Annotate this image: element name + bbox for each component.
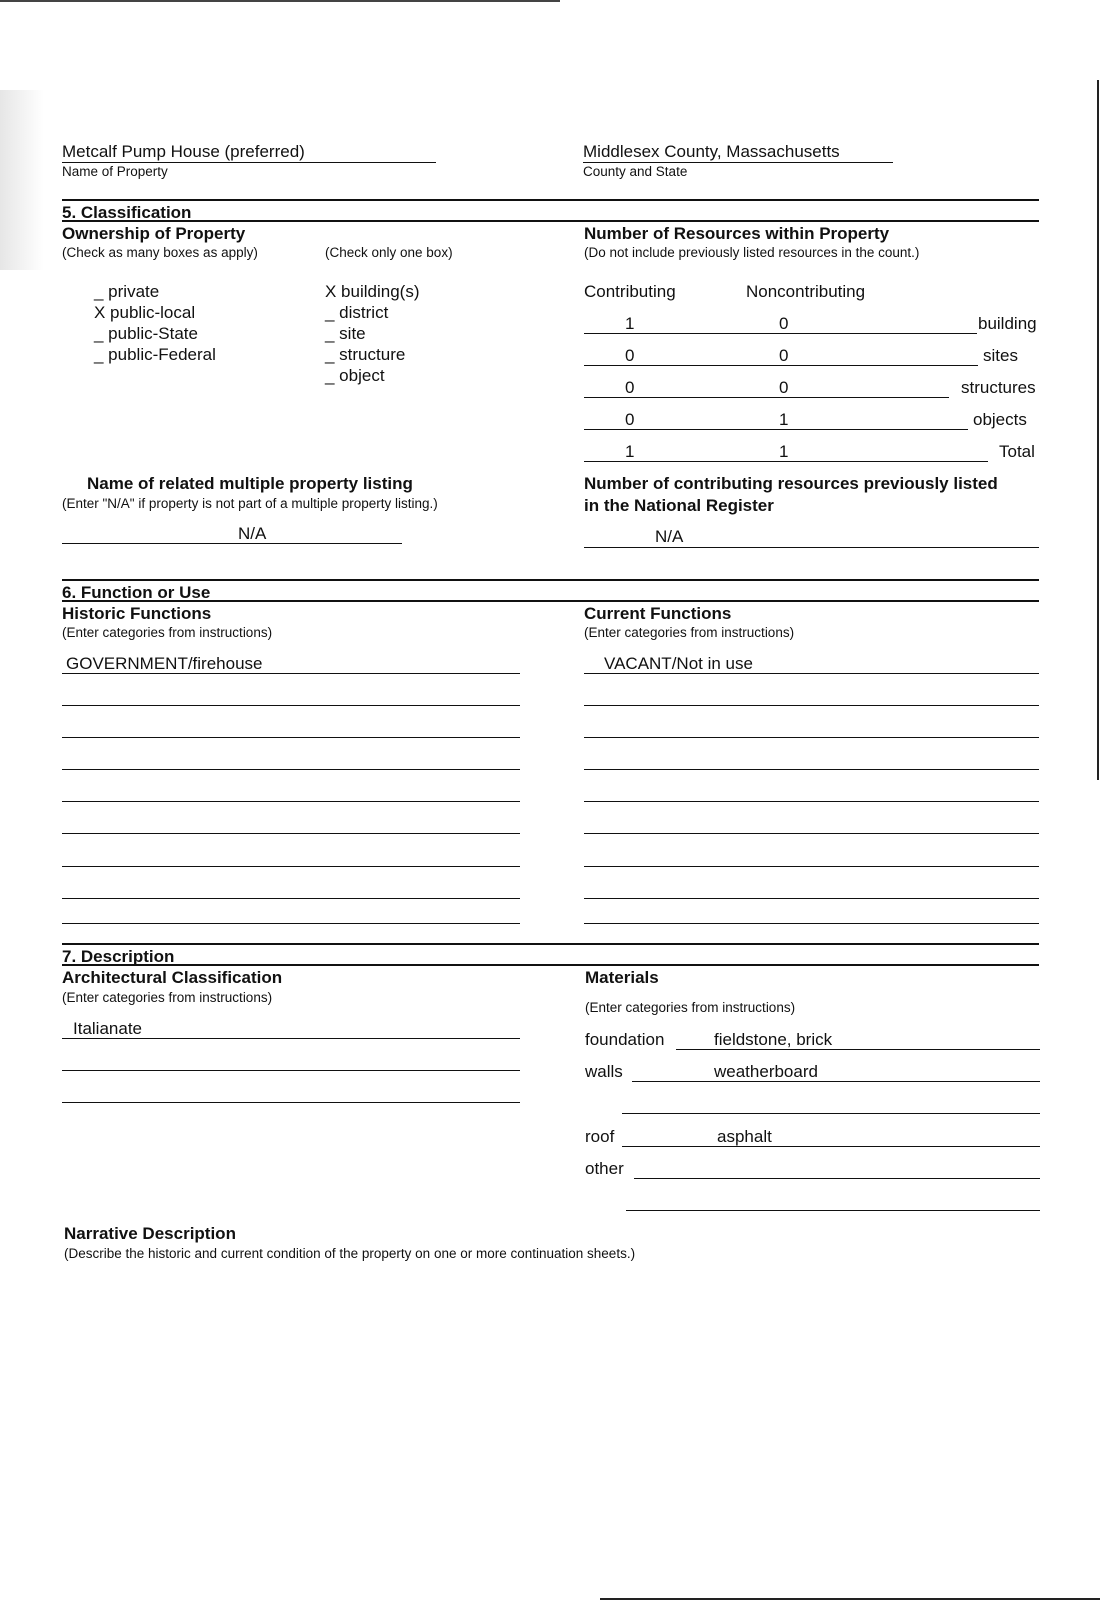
resources-title: Number of Resources within Property: [584, 224, 890, 243]
resource-row-total-line: [584, 461, 988, 462]
resource-row-objects-line: [584, 429, 968, 430]
foundation-value: fieldstone, brick: [714, 1030, 833, 1049]
previously-listed-title-2: in the National Register: [584, 496, 774, 515]
ownership-private: _ private: [94, 282, 160, 301]
historic-line-8: [62, 898, 520, 899]
category-site: _ site: [325, 324, 366, 343]
ownership-public-local: X public-local: [94, 303, 196, 322]
previously-listed-line: [584, 547, 1039, 548]
category-hint: (Check only one box): [325, 245, 453, 260]
previously-listed-title-1: Number of contributing resources previously listed: [584, 474, 998, 493]
historic-functions-value: GOVERNMENT/firehouse: [66, 654, 263, 673]
historic-line-9: [62, 923, 520, 924]
materials-title: Materials: [585, 968, 659, 987]
roof-line: [622, 1146, 1040, 1147]
arch-line-1: [62, 1038, 520, 1039]
arch-line-2: [62, 1070, 520, 1071]
roof-label: roof: [585, 1127, 615, 1146]
historic-line-3: [62, 737, 520, 738]
related-listing-line: [62, 543, 402, 544]
category-building: X building(s): [325, 282, 420, 301]
current-line-1: [584, 673, 1039, 674]
historic-line-6: [62, 833, 520, 834]
county-state-underline: [583, 162, 893, 163]
historic-line-1: [62, 673, 520, 674]
resource-row-building-line: [584, 333, 977, 334]
related-listing-hint: (Enter "N/A" if property is not part of a multiple property listing.): [62, 496, 438, 511]
narrative-hint: (Describe the historic and current condition of the property on one or more continuation sheets.): [64, 1246, 636, 1261]
resource-row-building-label: building: [978, 314, 1037, 333]
resource-row-total-contributing: 1: [625, 442, 635, 461]
resource-row-structures-line: [584, 397, 949, 398]
current-line-3: [584, 737, 1039, 738]
foundation-label: foundation: [585, 1030, 665, 1049]
related-listing-title: Name of related multiple property listing: [87, 474, 413, 493]
resource-row-sites-noncontributing: 0: [779, 346, 789, 365]
historic-line-5: [62, 801, 520, 802]
current-line-7: [584, 866, 1039, 867]
section-7-title-rule: [62, 964, 1039, 966]
county-state-label: County and State: [583, 164, 688, 179]
section-7-top-rule: [62, 943, 1039, 945]
resource-row-building-noncontributing: 0: [779, 314, 789, 333]
resource-row-building-contributing: 1: [625, 314, 635, 333]
arch-classification-hint: (Enter categories from instructions): [62, 990, 273, 1005]
resource-row-structures-contributing: 0: [625, 378, 635, 397]
scan-edge-top: [0, 0, 560, 2]
resource-row-sites-label: sites: [983, 346, 1018, 365]
scan-edge-right: [1097, 80, 1099, 780]
section-5-title-rule: [62, 220, 1039, 222]
section-5-top-rule: [62, 199, 1039, 201]
arch-classification-value: Italianate: [73, 1019, 142, 1038]
current-functions-hint: (Enter categories from instructions): [584, 625, 795, 640]
related-listing-value: N/A: [238, 524, 267, 543]
resource-row-total-noncontributing: 1: [779, 442, 789, 461]
other-line: [634, 1178, 1040, 1179]
walls-extra-line: [622, 1113, 1040, 1114]
resources-hint: (Do not include previously listed resources in the count.): [584, 245, 920, 260]
roof-value: asphalt: [717, 1127, 772, 1146]
section-7-title: 7. Description: [62, 947, 175, 966]
narrative-title: Narrative Description: [64, 1224, 236, 1243]
resource-row-structures-label: structures: [961, 378, 1036, 397]
resource-row-objects-contributing: 0: [625, 410, 635, 429]
ownership-public-federal: _ public-Federal: [94, 345, 216, 364]
contributing-header: Contributing: [584, 282, 676, 301]
resource-row-sites-line: [584, 365, 978, 366]
current-line-4: [584, 769, 1039, 770]
current-functions-title: Current Functions: [584, 604, 732, 623]
walls-line: [632, 1081, 1040, 1082]
category-district: _ district: [325, 303, 389, 322]
foundation-line: [676, 1049, 1040, 1050]
current-functions-value: VACANT/Not in use: [604, 654, 753, 673]
category-structure: _ structure: [325, 345, 406, 364]
arch-classification-title: Architectural Classification: [62, 968, 283, 987]
resource-row-objects-label: objects: [973, 410, 1027, 429]
section-6-title-rule: [62, 600, 1039, 602]
category-object: _ object: [325, 366, 385, 385]
current-line-6: [584, 833, 1039, 834]
section-5-title: 5. Classification: [62, 203, 192, 222]
resource-row-objects-noncontributing: 1: [779, 410, 789, 429]
current-line-8: [584, 898, 1039, 899]
historic-line-2: [62, 705, 520, 706]
section-6-title: 6. Function or Use: [62, 583, 211, 602]
property-name-underline: [62, 162, 436, 163]
scan-shadow: [0, 90, 44, 270]
ownership-title: Ownership of Property: [62, 224, 246, 243]
historic-line-7: [62, 866, 520, 867]
historic-functions-hint: (Enter categories from instructions): [62, 625, 273, 640]
resource-row-structures-noncontributing: 0: [779, 378, 789, 397]
other-label: other: [585, 1159, 624, 1178]
arch-line-3: [62, 1102, 520, 1103]
county-state: Middlesex County, Massachusetts: [583, 142, 840, 161]
walls-label: walls: [585, 1062, 623, 1081]
current-line-9: [584, 923, 1039, 924]
section-6-top-rule: [62, 579, 1039, 581]
resource-row-total-label: Total: [999, 442, 1035, 461]
materials-hint: (Enter categories from instructions): [585, 1000, 796, 1015]
property-name: Metcalf Pump House (preferred): [62, 142, 305, 161]
current-line-5: [584, 801, 1039, 802]
other-extra-line: [626, 1210, 1040, 1211]
historic-functions-title: Historic Functions: [62, 604, 212, 623]
resource-row-sites-contributing: 0: [625, 346, 635, 365]
noncontributing-header: Noncontributing: [746, 282, 866, 301]
previously-listed-value: N/A: [655, 527, 684, 546]
ownership-hint: (Check as many boxes as apply): [62, 245, 258, 260]
walls-value: weatherboard: [714, 1062, 818, 1081]
current-line-2: [584, 705, 1039, 706]
historic-line-4: [62, 769, 520, 770]
property-name-label: Name of Property: [62, 164, 168, 179]
ownership-public-state: _ public-State: [94, 324, 198, 343]
